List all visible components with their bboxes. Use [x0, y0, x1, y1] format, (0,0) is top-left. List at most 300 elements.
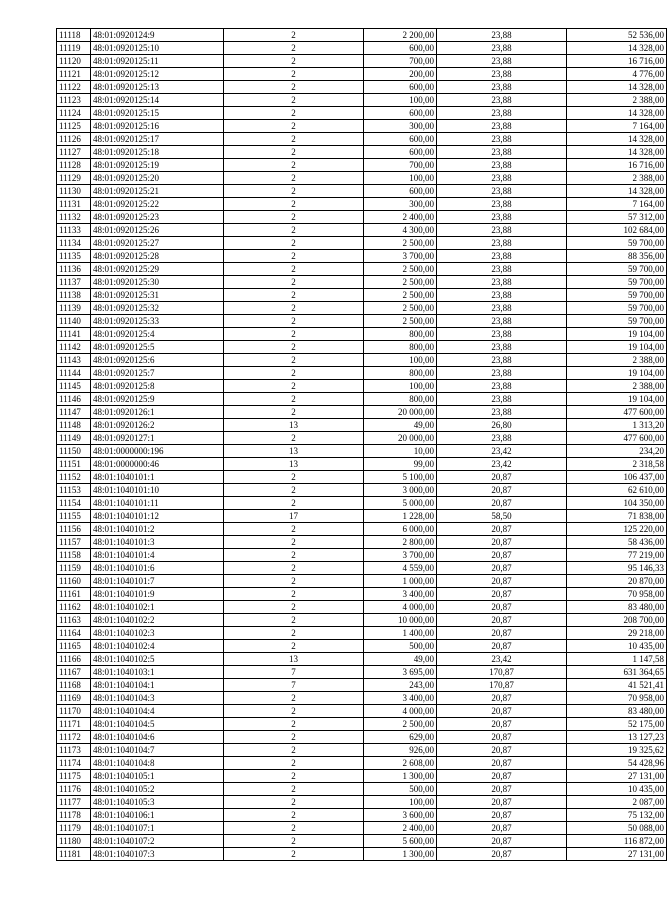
table-row [57, 224, 667, 237]
category-code-cell: 2 [224, 224, 364, 237]
cadastral-number-cell: 48:01:0920125:11 [91, 55, 224, 68]
category-code-cell: 2 [224, 250, 364, 263]
row-number-cell: 11181 [57, 848, 91, 861]
table-row [57, 679, 667, 692]
rate-cell: 20,87 [437, 601, 567, 614]
category-code-cell: 2 [224, 640, 364, 653]
cadastral-number-cell: 48:01:1040104:1 [91, 679, 224, 692]
cadastral-number-cell: 48:01:0920127:1 [91, 432, 224, 445]
table-row [57, 562, 667, 575]
category-code-cell: 2 [224, 744, 364, 757]
amount-cell: 116 872,00 [567, 835, 667, 848]
table-body [57, 29, 667, 861]
category-code-cell: 13 [224, 458, 364, 471]
table-row [57, 588, 667, 601]
row-number-cell: 11164 [57, 627, 91, 640]
rate-cell: 23,88 [437, 354, 567, 367]
amount-cell: 7 164,00 [567, 198, 667, 211]
row-number-cell: 11142 [57, 341, 91, 354]
table-row [57, 692, 667, 705]
row-number-cell: 11138 [57, 289, 91, 302]
rate-cell: 23,88 [437, 250, 567, 263]
category-code-cell: 2 [224, 354, 364, 367]
table-row [57, 744, 667, 757]
row-number-cell: 11158 [57, 549, 91, 562]
table-row [57, 107, 667, 120]
cadastral-number-cell: 48:01:1040101:2 [91, 523, 224, 536]
row-number-cell: 11160 [57, 575, 91, 588]
table-row [57, 276, 667, 289]
cadastral-number-cell: 48:01:1040101:12 [91, 510, 224, 523]
table-row [57, 432, 667, 445]
category-code-cell: 2 [224, 146, 364, 159]
category-code-cell: 2 [224, 731, 364, 744]
category-code-cell: 2 [224, 263, 364, 276]
row-number-cell: 11131 [57, 198, 91, 211]
row-number-cell: 11159 [57, 562, 91, 575]
row-number-cell: 11139 [57, 302, 91, 315]
category-code-cell: 2 [224, 523, 364, 536]
rate-cell: 23,88 [437, 120, 567, 133]
row-number-cell: 11128 [57, 159, 91, 172]
amount-cell: 19 104,00 [567, 393, 667, 406]
rate-cell: 23,88 [437, 107, 567, 120]
area-cell: 800,00 [364, 341, 437, 354]
area-cell: 100,00 [364, 796, 437, 809]
rate-cell: 23,88 [437, 81, 567, 94]
cadastral-number-cell: 48:01:1040101:11 [91, 497, 224, 510]
table-row [57, 484, 667, 497]
area-cell: 3 695,00 [364, 666, 437, 679]
rate-cell: 23,88 [437, 159, 567, 172]
row-number-cell: 11166 [57, 653, 91, 666]
area-cell: 3 600,00 [364, 809, 437, 822]
area-cell: 3 700,00 [364, 549, 437, 562]
category-code-cell: 2 [224, 302, 364, 315]
table-row [57, 198, 667, 211]
category-code-cell: 7 [224, 666, 364, 679]
category-code-cell: 2 [224, 29, 364, 42]
cadastral-number-cell: 48:01:0920125:4 [91, 328, 224, 341]
rate-cell: 20,87 [437, 848, 567, 861]
amount-cell: 16 716,00 [567, 159, 667, 172]
cadastral-number-cell: 48:01:0920126:2 [91, 419, 224, 432]
area-cell: 6 000,00 [364, 523, 437, 536]
area-cell: 2 400,00 [364, 211, 437, 224]
area-cell: 243,00 [364, 679, 437, 692]
table-row [57, 146, 667, 159]
area-cell: 600,00 [364, 133, 437, 146]
table-row [57, 133, 667, 146]
cadastral-number-cell: 48:01:0920125:5 [91, 341, 224, 354]
rate-cell: 23,88 [437, 185, 567, 198]
rate-cell: 170,87 [437, 666, 567, 679]
table-row [57, 471, 667, 484]
table-row [57, 289, 667, 302]
row-number-cell: 11180 [57, 835, 91, 848]
row-number-cell: 11145 [57, 380, 91, 393]
rate-cell: 20,87 [437, 523, 567, 536]
row-number-cell: 11127 [57, 146, 91, 159]
table-row [57, 757, 667, 770]
category-code-cell: 2 [224, 796, 364, 809]
area-cell: 2 500,00 [364, 237, 437, 250]
area-cell: 2 500,00 [364, 289, 437, 302]
area-cell: 800,00 [364, 328, 437, 341]
row-number-cell: 11121 [57, 68, 91, 81]
category-code-cell: 2 [224, 68, 364, 81]
table-row [57, 640, 667, 653]
cadastral-number-cell: 48:01:1040103:1 [91, 666, 224, 679]
amount-cell: 19 104,00 [567, 328, 667, 341]
amount-cell: 14 328,00 [567, 146, 667, 159]
cadastral-number-cell: 48:01:0920125:7 [91, 367, 224, 380]
table-row [57, 354, 667, 367]
table-row [57, 549, 667, 562]
row-number-cell: 11123 [57, 94, 91, 107]
amount-cell: 19 104,00 [567, 367, 667, 380]
cadastral-number-cell: 48:01:1040102:3 [91, 627, 224, 640]
area-cell: 1 228,00 [364, 510, 437, 523]
cadastral-number-cell: 48:01:0920125:26 [91, 224, 224, 237]
row-number-cell: 11179 [57, 822, 91, 835]
row-number-cell: 11150 [57, 445, 91, 458]
area-cell: 600,00 [364, 146, 437, 159]
rate-cell: 20,87 [437, 471, 567, 484]
rate-cell: 23,88 [437, 146, 567, 159]
table-row [57, 705, 667, 718]
row-number-cell: 11167 [57, 666, 91, 679]
cadastral-number-cell: 48:01:1040101:10 [91, 484, 224, 497]
rate-cell: 20,87 [437, 692, 567, 705]
amount-cell: 2 388,00 [567, 172, 667, 185]
cadastral-number-cell: 48:01:0920125:29 [91, 263, 224, 276]
cadastral-number-cell: 48:01:0920125:19 [91, 159, 224, 172]
rate-cell: 23,88 [437, 341, 567, 354]
table-row [57, 718, 667, 731]
category-code-cell: 2 [224, 614, 364, 627]
category-code-cell: 13 [224, 445, 364, 458]
rate-cell: 23,88 [437, 211, 567, 224]
amount-cell: 7 164,00 [567, 120, 667, 133]
row-number-cell: 11149 [57, 432, 91, 445]
rate-cell: 20,87 [437, 731, 567, 744]
rate-cell: 20,87 [437, 744, 567, 757]
area-cell: 2 800,00 [364, 536, 437, 549]
table-row [57, 419, 667, 432]
amount-cell: 2 388,00 [567, 354, 667, 367]
area-cell: 4 559,00 [364, 562, 437, 575]
category-code-cell: 2 [224, 835, 364, 848]
amount-cell: 106 437,00 [567, 471, 667, 484]
row-number-cell: 11124 [57, 107, 91, 120]
table-row [57, 328, 667, 341]
row-number-cell: 11146 [57, 393, 91, 406]
category-code-cell: 2 [224, 120, 364, 133]
category-code-cell: 2 [224, 55, 364, 68]
table-row [57, 55, 667, 68]
table-row [57, 81, 667, 94]
land-parcel-table [56, 28, 667, 861]
rate-cell: 23,88 [437, 276, 567, 289]
row-number-cell: 11152 [57, 471, 91, 484]
table-row [57, 796, 667, 809]
amount-cell: 27 131,00 [567, 770, 667, 783]
amount-cell: 14 328,00 [567, 81, 667, 94]
row-number-cell: 11172 [57, 731, 91, 744]
table-row [57, 536, 667, 549]
area-cell: 3 400,00 [364, 588, 437, 601]
amount-cell: 2 388,00 [567, 380, 667, 393]
rate-cell: 20,87 [437, 640, 567, 653]
row-number-cell: 11155 [57, 510, 91, 523]
area-cell: 700,00 [364, 159, 437, 172]
area-cell: 5 100,00 [364, 471, 437, 484]
amount-cell: 27 131,00 [567, 848, 667, 861]
amount-cell: 102 684,00 [567, 224, 667, 237]
cadastral-number-cell: 48:01:0920125:15 [91, 107, 224, 120]
row-number-cell: 11147 [57, 406, 91, 419]
amount-cell: 70 958,00 [567, 588, 667, 601]
amount-cell: 14 328,00 [567, 133, 667, 146]
cadastral-number-cell: 48:01:0920125:28 [91, 250, 224, 263]
cadastral-number-cell: 48:01:1040104:4 [91, 705, 224, 718]
area-cell: 2 400,00 [364, 822, 437, 835]
category-code-cell: 2 [224, 562, 364, 575]
row-number-cell: 11170 [57, 705, 91, 718]
area-cell: 1 300,00 [364, 770, 437, 783]
category-code-cell: 2 [224, 315, 364, 328]
amount-cell: 14 328,00 [567, 107, 667, 120]
cadastral-number-cell: 48:01:1040104:7 [91, 744, 224, 757]
area-cell: 2 200,00 [364, 29, 437, 42]
area-cell: 500,00 [364, 783, 437, 796]
table-row [57, 94, 667, 107]
cadastral-number-cell: 48:01:1040104:5 [91, 718, 224, 731]
amount-cell: 1 313,20 [567, 419, 667, 432]
amount-cell: 59 700,00 [567, 315, 667, 328]
category-code-cell: 2 [224, 393, 364, 406]
category-code-cell: 2 [224, 432, 364, 445]
table-row [57, 614, 667, 627]
rate-cell: 170,87 [437, 679, 567, 692]
table-row [57, 263, 667, 276]
category-code-cell: 2 [224, 328, 364, 341]
category-code-cell: 2 [224, 588, 364, 601]
table-row [57, 835, 667, 848]
category-code-cell: 2 [224, 718, 364, 731]
category-code-cell: 13 [224, 419, 364, 432]
table-row [57, 185, 667, 198]
row-number-cell: 11137 [57, 276, 91, 289]
area-cell: 700,00 [364, 55, 437, 68]
row-number-cell: 11168 [57, 679, 91, 692]
cadastral-number-cell: 48:01:1040101:4 [91, 549, 224, 562]
table-row [57, 250, 667, 263]
table-row [57, 653, 667, 666]
row-number-cell: 11165 [57, 640, 91, 653]
cadastral-number-cell: 48:01:0920125:13 [91, 81, 224, 94]
table-row [57, 783, 667, 796]
row-number-cell: 11141 [57, 328, 91, 341]
rate-cell: 20,87 [437, 614, 567, 627]
row-number-cell: 11156 [57, 523, 91, 536]
cadastral-number-cell: 48:01:0920125:27 [91, 237, 224, 250]
table-row [57, 120, 667, 133]
area-cell: 600,00 [364, 81, 437, 94]
table-row [57, 601, 667, 614]
area-cell: 2 500,00 [364, 315, 437, 328]
row-number-cell: 11161 [57, 588, 91, 601]
amount-cell: 2 087,00 [567, 796, 667, 809]
area-cell: 1 400,00 [364, 627, 437, 640]
amount-cell: 234,20 [567, 445, 667, 458]
rate-cell: 23,88 [437, 29, 567, 42]
amount-cell: 14 328,00 [567, 42, 667, 55]
cadastral-number-cell: 48:01:0920125:12 [91, 68, 224, 81]
cadastral-number-cell: 48:01:0920125:17 [91, 133, 224, 146]
category-code-cell: 2 [224, 549, 364, 562]
table-row [57, 770, 667, 783]
table-row [57, 393, 667, 406]
cadastral-number-cell: 48:01:0920125:23 [91, 211, 224, 224]
cadastral-number-cell: 48:01:1040101:1 [91, 471, 224, 484]
cadastral-number-cell: 48:01:0920125:33 [91, 315, 224, 328]
area-cell: 100,00 [364, 94, 437, 107]
amount-cell: 13 127,23 [567, 731, 667, 744]
cadastral-number-cell: 48:01:1040101:3 [91, 536, 224, 549]
area-cell: 2 608,00 [364, 757, 437, 770]
category-code-cell: 7 [224, 679, 364, 692]
cadastral-number-cell: 48:01:0920125:32 [91, 302, 224, 315]
rate-cell: 20,87 [437, 497, 567, 510]
cadastral-number-cell: 48:01:1040104:6 [91, 731, 224, 744]
area-cell: 2 500,00 [364, 718, 437, 731]
area-cell: 200,00 [364, 68, 437, 81]
amount-cell: 59 700,00 [567, 263, 667, 276]
row-number-cell: 11125 [57, 120, 91, 133]
amount-cell: 54 428,96 [567, 757, 667, 770]
area-cell: 629,00 [364, 731, 437, 744]
rate-cell: 23,88 [437, 393, 567, 406]
area-cell: 300,00 [364, 198, 437, 211]
row-number-cell: 11175 [57, 770, 91, 783]
table-row [57, 822, 667, 835]
area-cell: 600,00 [364, 107, 437, 120]
cadastral-number-cell: 48:01:0920125:21 [91, 185, 224, 198]
table-row [57, 523, 667, 536]
rate-cell: 20,87 [437, 757, 567, 770]
cadastral-number-cell: 48:01:1040101:6 [91, 562, 224, 575]
amount-cell: 83 480,00 [567, 601, 667, 614]
table-row [57, 627, 667, 640]
rate-cell: 23,88 [437, 68, 567, 81]
rate-cell: 23,42 [437, 445, 567, 458]
cadastral-number-cell: 48:01:0920125:16 [91, 120, 224, 133]
category-code-cell: 2 [224, 94, 364, 107]
area-cell: 3 400,00 [364, 692, 437, 705]
amount-cell: 59 700,00 [567, 302, 667, 315]
area-cell: 100,00 [364, 380, 437, 393]
amount-cell: 83 480,00 [567, 705, 667, 718]
area-cell: 300,00 [364, 120, 437, 133]
row-number-cell: 11120 [57, 55, 91, 68]
rate-cell: 23,88 [437, 406, 567, 419]
rate-cell: 20,87 [437, 809, 567, 822]
rate-cell: 20,87 [437, 835, 567, 848]
category-code-cell: 2 [224, 809, 364, 822]
rate-cell: 23,88 [437, 289, 567, 302]
rate-cell: 23,88 [437, 328, 567, 341]
area-cell: 5 000,00 [364, 497, 437, 510]
rate-cell: 23,88 [437, 224, 567, 237]
amount-cell: 4 776,00 [567, 68, 667, 81]
rate-cell: 20,87 [437, 562, 567, 575]
category-code-cell: 2 [224, 211, 364, 224]
area-cell: 100,00 [364, 172, 437, 185]
row-number-cell: 11130 [57, 185, 91, 198]
cadastral-number-cell: 48:01:1040102:2 [91, 614, 224, 627]
area-cell: 99,00 [364, 458, 437, 471]
row-number-cell: 11153 [57, 484, 91, 497]
category-code-cell: 2 [224, 497, 364, 510]
area-cell: 500,00 [364, 640, 437, 653]
row-number-cell: 11148 [57, 419, 91, 432]
table-row [57, 809, 667, 822]
rate-cell: 20,87 [437, 627, 567, 640]
amount-cell: 59 700,00 [567, 237, 667, 250]
cadastral-number-cell: 48:01:1040102:4 [91, 640, 224, 653]
amount-cell: 208 700,00 [567, 614, 667, 627]
table-row [57, 159, 667, 172]
row-number-cell: 11126 [57, 133, 91, 146]
area-cell: 5 600,00 [364, 835, 437, 848]
cadastral-number-cell: 48:01:1040105:3 [91, 796, 224, 809]
category-code-cell: 13 [224, 653, 364, 666]
row-number-cell: 11176 [57, 783, 91, 796]
amount-cell: 62 610,00 [567, 484, 667, 497]
amount-cell: 477 600,00 [567, 432, 667, 445]
area-cell: 800,00 [364, 367, 437, 380]
table-row [57, 445, 667, 458]
area-cell: 600,00 [364, 42, 437, 55]
table-row [57, 367, 667, 380]
cadastral-number-cell: 48:01:0920125:31 [91, 289, 224, 302]
category-code-cell: 2 [224, 341, 364, 354]
row-number-cell: 11144 [57, 367, 91, 380]
cadastral-number-cell: 48:01:1040101:9 [91, 588, 224, 601]
rate-cell: 20,87 [437, 588, 567, 601]
area-cell: 600,00 [364, 185, 437, 198]
area-cell: 1 000,00 [364, 575, 437, 588]
table-row [57, 341, 667, 354]
category-code-cell: 2 [224, 198, 364, 211]
cadastral-number-cell: 48:01:0920125:6 [91, 354, 224, 367]
cadastral-number-cell: 48:01:1040101:7 [91, 575, 224, 588]
amount-cell: 2 388,00 [567, 94, 667, 107]
category-code-cell: 2 [224, 42, 364, 55]
cadastral-number-cell: 48:01:0920125:10 [91, 42, 224, 55]
rate-cell: 20,87 [437, 822, 567, 835]
amount-cell: 29 218,00 [567, 627, 667, 640]
area-cell: 20 000,00 [364, 406, 437, 419]
area-cell: 10 000,00 [364, 614, 437, 627]
row-number-cell: 11162 [57, 601, 91, 614]
cadastral-number-cell: 48:01:0920126:1 [91, 406, 224, 419]
row-number-cell: 11140 [57, 315, 91, 328]
category-code-cell: 2 [224, 484, 364, 497]
amount-cell: 59 700,00 [567, 276, 667, 289]
